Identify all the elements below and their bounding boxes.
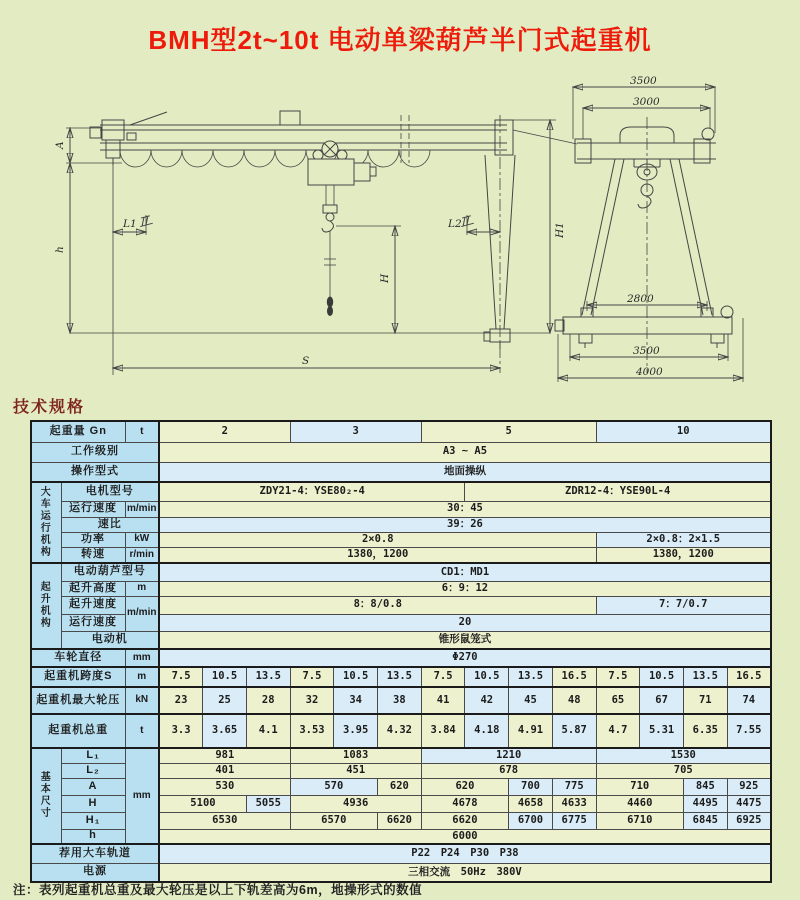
hook-icon [326,213,334,221]
row-label: 功率 [61,532,125,547]
value-cell: 42 [465,687,509,714]
dim-label-L2: L2 [448,218,462,230]
leg-wheel [484,329,510,349]
row-label: 起升高度 [61,581,125,596]
value-cell: 6：9：12 [159,581,771,596]
value-cell: 710 [596,778,683,795]
dim-label-L1: L1 [123,218,137,230]
unit-cell: t [125,714,159,748]
dim-label-S: S [302,355,310,367]
value-cell: 7.55 [727,714,771,748]
value-cell: 5 [421,421,596,442]
value-cell: 28 [246,687,290,714]
dim-2800: 2800 [627,293,654,305]
festoon-loops [120,150,430,167]
dim-label-H: H [379,273,391,283]
value-cell: 6530 [159,812,290,829]
row-label: 速比 [61,517,159,532]
value-cell: 1083 [290,748,421,763]
value-cell: 41 [421,687,465,714]
value-cell: 16.5 [727,667,771,687]
front-view [54,111,577,375]
value-cell: 3.3 [159,714,203,748]
value-cell: 4495 [683,795,727,812]
value-cell: 6700 [509,812,553,829]
value-cell: 3.53 [290,714,334,748]
value-cell: 6775 [552,812,596,829]
value-cell: 705 [596,763,771,778]
row-label: A [61,778,125,795]
value-cell: 7.5 [596,667,640,687]
value-cell: 10.5 [465,667,509,687]
value-cell: 71 [683,687,727,714]
value-cell: 13.5 [509,667,553,687]
value-cell: 775 [552,778,596,795]
row-label: L₂ [61,763,125,778]
value-cell: 4.1 [246,714,290,748]
value-cell: 6.35 [683,714,727,748]
row-label: 运行速度 [61,501,125,517]
row-label: h [61,829,125,844]
row-label: H [61,795,125,812]
value-cell: 48 [552,687,596,714]
value-cell: 4678 [421,795,508,812]
row-label: 操作型式 [31,462,159,482]
value-cell: 3.65 [203,714,247,748]
row-label: 电源 [31,863,159,882]
hook-icon [638,196,651,208]
row-label: L₁ [61,748,125,763]
value-cell: 5055 [246,795,290,812]
value-cell: 74 [727,687,771,714]
value-cell: 39：26 [159,517,771,532]
value-cell: 3 [290,421,421,442]
row-label: 起升速度 [61,596,125,614]
unit-cell: mm [125,748,159,844]
unit-cell: kN [125,687,159,714]
value-cell: 6620 [421,812,508,829]
value-cell: 67 [640,687,684,714]
unit-cell: m [125,667,159,687]
value-cell: 570 [290,778,377,795]
row-label: 运行速度 [61,614,125,631]
technical-drawing [30,75,790,410]
hoist-trolley [308,141,376,232]
value-cell: 4475 [727,795,771,812]
value-cell: 20 [159,614,771,631]
value-cell: Φ270 [159,649,771,667]
value-cell: 5.31 [640,714,684,748]
value-cell: 13.5 [683,667,727,687]
unit-cell: r/min [125,547,159,563]
value-cell: 4.7 [596,714,640,748]
unit-cell: mm [125,649,159,667]
value-cell: 7.5 [421,667,465,687]
value-cell: 6710 [596,812,683,829]
row-label: 起重机最大轮压 [31,687,125,714]
value-cell: 4.91 [509,714,553,748]
value-cell: 981 [159,748,290,763]
row-label: 车轮直径 [31,649,125,667]
value-cell: 620 [421,778,508,795]
value-cell: 34 [334,687,378,714]
value-cell: 45 [509,687,553,714]
value-cell: 10.5 [334,667,378,687]
value-cell: 678 [421,763,596,778]
value-cell: 锥形鼠笼式 [159,631,771,649]
value-cell: 8：8/0.8 [159,596,596,614]
dim-label-A: A [54,141,66,149]
row-label: 起重机跨度S [31,667,125,687]
value-cell: 620 [378,778,422,795]
value-cell: 10.5 [640,667,684,687]
value-cell: 30：45 [159,501,771,517]
dim-3000: 3000 [633,96,660,108]
dim-3500-base: 3500 [633,345,660,357]
row-label: 工作级别 [31,442,159,462]
value-cell: 6570 [290,812,377,829]
value-cell: 2×0.8：2×1.5 [596,532,771,547]
gusset-line [130,112,167,125]
section-heading: 技术规格 [13,399,86,416]
electric-box [280,111,300,125]
dim-label-H1: H1 [554,222,566,238]
value-cell: ZDY21-4：YSE80₂-4 [159,482,465,501]
row-label: 电机型号 [61,482,159,501]
value-cell: 6845 [683,812,727,829]
end-view [555,75,743,382]
value-cell: 7.5 [159,667,203,687]
row-label: 电动机 [61,631,159,649]
group-label: 基本尺寸 [31,748,61,844]
value-cell: P22 P24 P30 P38 [159,844,771,863]
value-cell: 10 [596,421,771,442]
value-cell: 700 [509,778,553,795]
value-cell: 7：7/0.7 [596,596,771,614]
value-cell: 845 [683,778,727,795]
spec-table [30,420,772,883]
row-label: 转速 [61,547,125,563]
value-cell: 2 [159,421,290,442]
spec-table-wrap [30,420,772,883]
footnote: 注：表列起重机总重及最大轮压是以上下轨差高为6m，地操形式的数值 [13,883,423,897]
unit-cell: m/min [125,501,159,517]
row-label: 起重机总重 [31,714,125,748]
dim-label-h: h [54,246,66,253]
dim-3500-top: 3500 [630,75,657,87]
row-label: 起重量 Gn [31,421,125,442]
value-cell: 10.5 [203,667,247,687]
row-label: 荐用大车轨道 [31,844,159,863]
rail-symbol [138,215,153,226]
value-cell: 65 [596,687,640,714]
value-cell: 23 [159,687,203,714]
dim-4000: 4000 [636,366,663,378]
group-label: 起升机构 [31,563,61,649]
value-cell: 6925 [727,812,771,829]
value-cell: 6620 [378,812,422,829]
value-cell: 401 [159,763,290,778]
value-cell: CD1：MD1 [159,563,771,581]
value-cell: 地面操纵 [159,462,771,482]
value-cell: 38 [378,687,422,714]
value-cell: 6000 [159,829,771,844]
value-cell: 7.5 [290,667,334,687]
value-cell: 4658 [509,795,553,812]
value-cell: 三相交流 50Hz 380V [159,863,771,882]
unit-cell: m [125,581,159,596]
row-label: H₁ [61,812,125,829]
value-cell: 1380，1200 [596,547,771,563]
value-cell: 4633 [552,795,596,812]
value-cell: A3 ~ A5 [159,442,771,462]
unit-cell: m/min [125,596,159,631]
unit-cell: t [125,421,159,442]
value-cell: 4.18 [465,714,509,748]
row-label: 电动葫芦型号 [61,563,159,581]
value-cell: 3.84 [421,714,465,748]
value-cell: 1530 [596,748,771,763]
value-cell: 530 [159,778,290,795]
value-cell: 32 [290,687,334,714]
group-label: 大车运行机构 [31,482,61,563]
value-cell: 13.5 [378,667,422,687]
value-cell: 451 [290,763,421,778]
value-cell: 25 [203,687,247,714]
unit-cell: kW [125,532,159,547]
value-cell: 4936 [290,795,421,812]
value-cell: 2×0.8 [159,532,596,547]
value-cell: 5.87 [552,714,596,748]
value-cell: 4460 [596,795,683,812]
value-cell: 13.5 [246,667,290,687]
value-cell: ZDR12-4：YSE90L-4 [465,482,771,501]
value-cell: 16.5 [552,667,596,687]
value-cell: 3.95 [334,714,378,748]
value-cell: 4.32 [378,714,422,748]
value-cell: 925 [727,778,771,795]
value-cell: 1380，1200 [159,547,596,563]
value-cell: 5100 [159,795,246,812]
value-cell: 1210 [421,748,596,763]
page-title: BMH型2t~10t 电动单梁葫芦半门式起重机 [148,25,652,55]
